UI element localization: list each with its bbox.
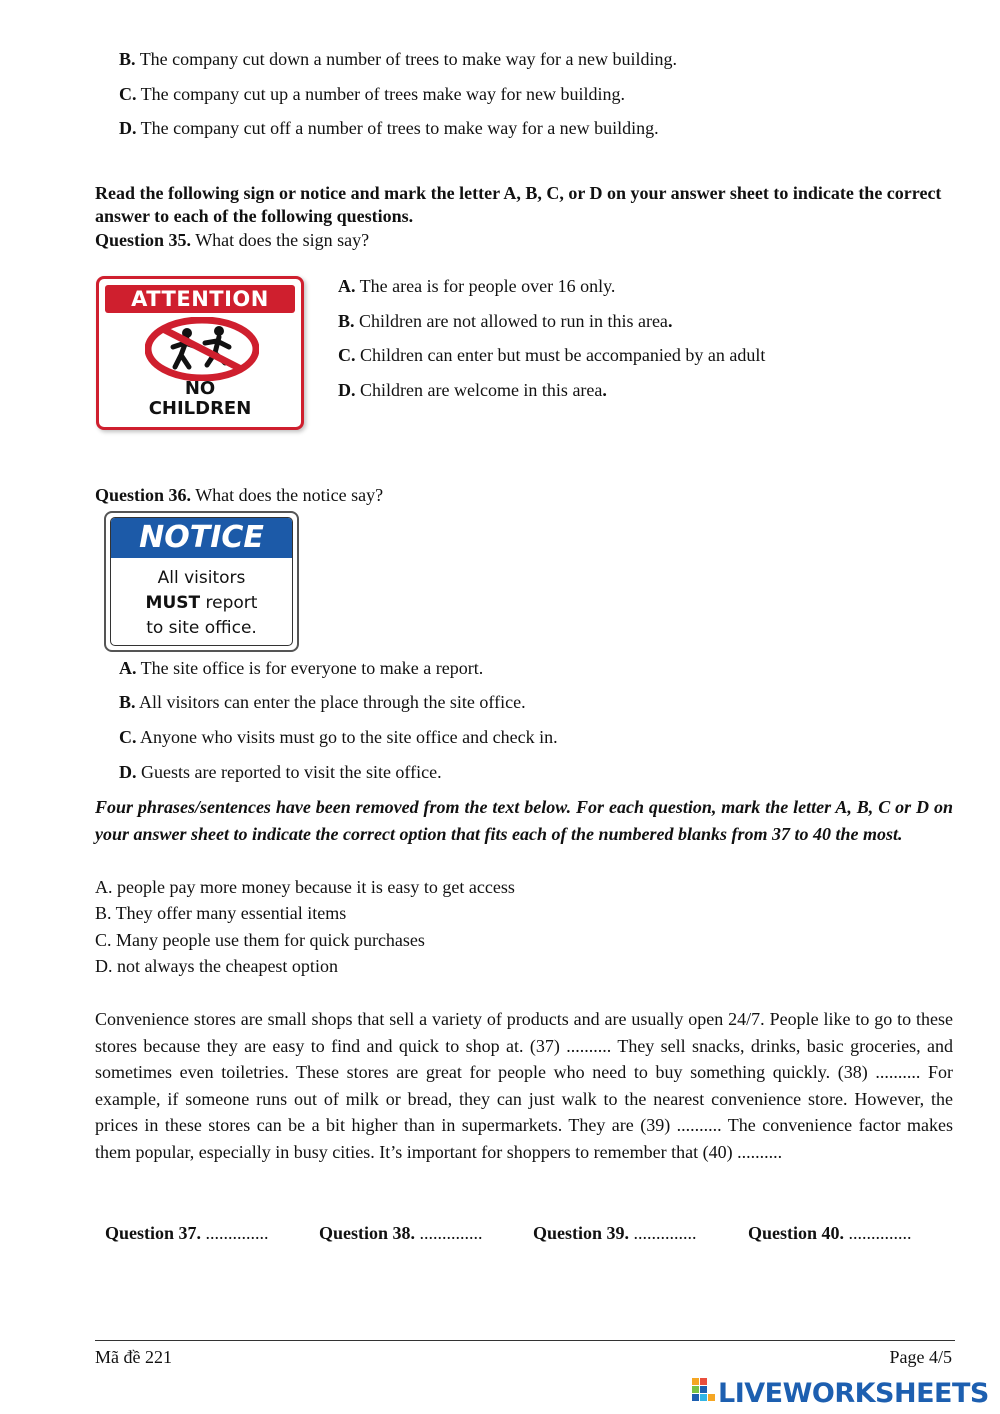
option-letter: A. [119, 658, 137, 678]
q36-heading [95, 482, 383, 508]
attention-sign-image [96, 276, 304, 430]
q34-option-b [119, 46, 677, 72]
option-text: The company cut off a number of trees to make way for a new building. [136, 118, 659, 138]
option-letter: C. [119, 84, 137, 104]
option-letter: D. [119, 762, 137, 782]
option-text: Children are welcome in this area [355, 380, 603, 400]
option-letter: B. [338, 311, 355, 331]
q35-option-c [338, 342, 765, 368]
option-text: All visitors can enter the place through the site office. [135, 692, 526, 712]
answer-label: Question 38. [319, 1223, 416, 1243]
q35-option-b [338, 308, 672, 334]
answer-q40[interactable] [748, 1220, 912, 1246]
option-letter: B. [119, 49, 136, 69]
option-letter: A. [338, 276, 356, 296]
q36-option-c [119, 724, 558, 750]
answer-blank: .............. [844, 1223, 912, 1243]
phrase-d: D. not always the cheapest option [95, 956, 338, 976]
answer-q39[interactable] [533, 1220, 697, 1246]
sign-section-instruction: Read the following sign or notice and mark the letter A, B, C, or D on your answer sheet to indicate the correct answer to each of the following questions. [95, 183, 942, 226]
exam-code: Mã đề 221 [95, 1347, 172, 1367]
option-text: Guests are reported to visit the site office. [136, 762, 442, 782]
notice-line-2-rest: report [200, 593, 258, 613]
q36-option-d [119, 759, 442, 785]
q36-option-b [119, 689, 526, 715]
question-prompt: What does the notice say? [191, 485, 384, 505]
notice-line-1: All visitors [157, 568, 246, 588]
gap-section-instruction: Four phrases/sentences have been removed from the text below. For each question, mark the letter A, B, C or D on your answer sheet to indicate the correct option that fits each of the numbered blanks from 37 to 40 the most. [95, 797, 953, 844]
answer-blank: .............. [629, 1223, 697, 1243]
q35-heading [95, 227, 369, 253]
option-text: Children are not allowed to run in this area [354, 311, 668, 331]
sign-line-1: NO [184, 378, 216, 399]
option-text: The company cut down a number of trees to make way for a new building. [135, 49, 678, 69]
notice-sign-frame [110, 517, 293, 646]
footer-divider [95, 1340, 955, 1341]
liveworksheets-logo-icon [692, 1378, 716, 1402]
q36-option-a [119, 655, 483, 681]
page-number: Page 4/5 [889, 1347, 952, 1367]
answer-label: Question 39. [533, 1223, 630, 1243]
option-end: . [602, 380, 607, 400]
option-letter: D. [119, 118, 137, 138]
sign-line-2: CHILDREN [148, 398, 252, 419]
phrase-b: B. They offer many essential items [95, 903, 347, 923]
reading-passage: Convenience stores are small shops that sell a variety of products and are usually open 24/7. People like to go to these stores because they are easy to find and quick to shop at. (37) .......... They sell snacks, drinks, basic groceries, and sometimes even toiletries. These stores are great for people who need to buy something quickly. (38) .......... For example, if someone runs out of milk or bread, they can just walk to the nearest convenience store. However, the prices in these stores can be a bit higher than in supermarkets. They are (39) .......... The convenience factor makes them popular, especially in busy cities. It’s important for shoppers to remember that (40) .......... [95, 1009, 953, 1162]
notice-line-2-bold: MUST [145, 593, 201, 613]
answer-blank: .............. [201, 1223, 269, 1243]
q35-option-d [338, 377, 607, 403]
option-letter: C. [338, 345, 356, 365]
answer-label: Question 40. [748, 1223, 845, 1243]
option-text: Children can enter but must be accompanied by an adult [355, 345, 766, 365]
notice-sign-image [104, 511, 299, 652]
option-text: The company cut up a number of trees make way for new building. [136, 84, 626, 104]
q34-option-d [119, 115, 659, 141]
notice-line-2 [111, 591, 292, 616]
notice-header: NOTICE [111, 518, 292, 558]
answer-label: Question 37. [105, 1223, 202, 1243]
q34-option-c [119, 81, 625, 107]
option-end: . [667, 311, 673, 331]
option-letter: D. [338, 380, 356, 400]
q35-option-a [338, 273, 615, 299]
option-letter: B. [119, 692, 136, 712]
notice-line-3: to site office. [146, 618, 257, 638]
liveworksheets-wordmark: LIVEWORKSHEETS [718, 1378, 989, 1409]
question-label: Question 36. [95, 485, 192, 505]
option-text: Anyone who visits must go to the site office and check in. [136, 727, 558, 747]
question-label: Question 35. [95, 230, 192, 250]
answer-q38[interactable] [319, 1220, 483, 1246]
notice-body [111, 566, 292, 641]
option-text: The area is for people over 16 only. [355, 276, 616, 296]
question-prompt: What does the sign say? [191, 230, 370, 250]
phrase-c: C. Many people use them for quick purchases [95, 930, 425, 950]
answer-blank: .............. [415, 1223, 483, 1243]
no-children-icon [145, 317, 259, 381]
sign-header: ATTENTION [105, 285, 295, 313]
option-letter: C. [119, 727, 137, 747]
answer-q37[interactable] [105, 1220, 269, 1246]
option-text: The site office is for everyone to make a report. [136, 658, 484, 678]
phrase-a: A. people pay more money because it is easy to get access [95, 877, 515, 897]
